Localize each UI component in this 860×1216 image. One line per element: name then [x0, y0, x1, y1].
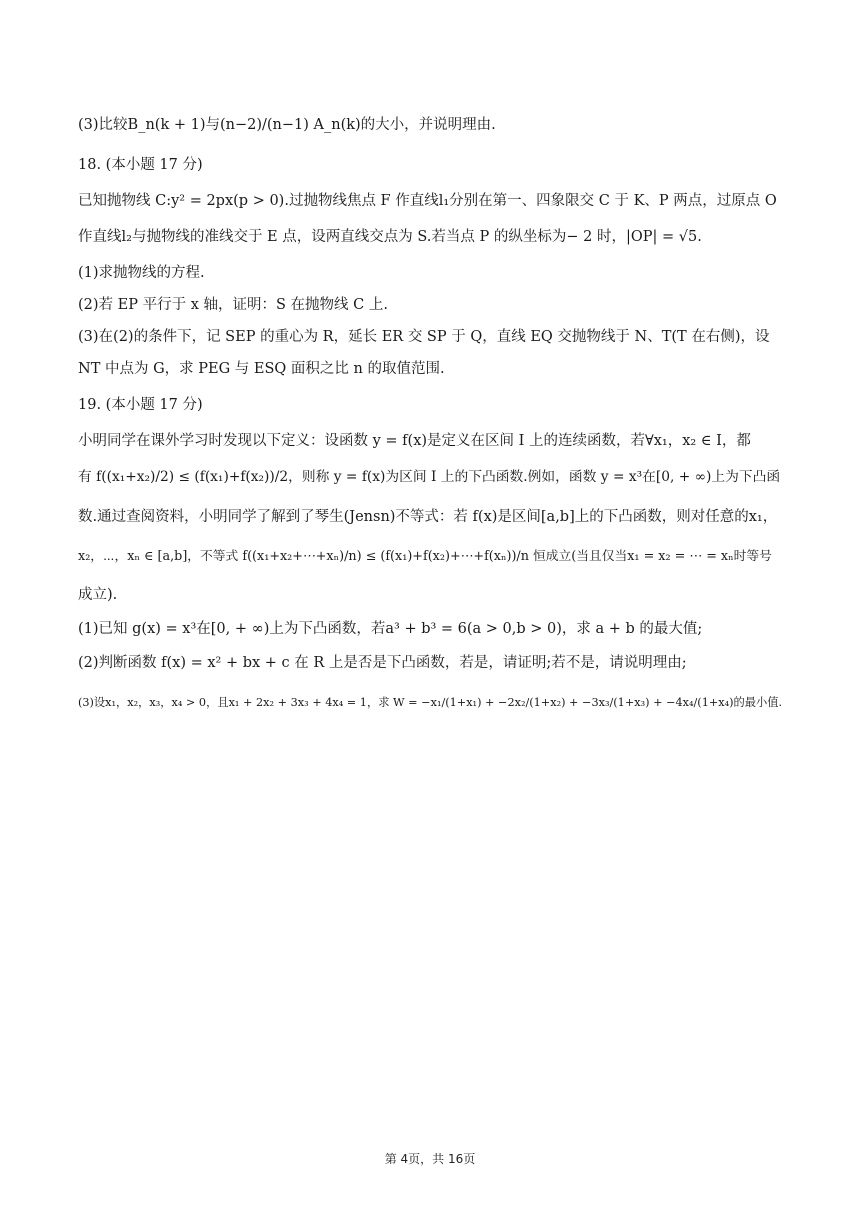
q18-part3-line1: (3)在(2)的条件下，记 SEP 的重心为 R，延长 ER 交 SP 于 Q，直线 EQ 交抛物线于 N、T(T 在右侧)，设 — [78, 329, 770, 345]
q18-heading: 18. (本小题 17 分) — [78, 157, 203, 173]
q19-stem-line5: 成立). — [78, 587, 118, 603]
page-footer: 第 4页，共 16页 — [384, 1152, 476, 1166]
q18-part1: (1)求抛物线的方程. — [78, 265, 205, 281]
q18-stem-line1: 已知抛物线 C:y² = 2px(p > 0).过抛物线焦点 F 作直线l₁分别在第一、四象限交 C 于 K、P 两点，过原点 O — [78, 193, 777, 209]
q19-heading: 19. (本小题 17 分) — [78, 397, 203, 413]
q18-part2: (2)若 EP 平行于 x 轴，证明：S 在抛物线 C 上. — [78, 297, 388, 313]
q19-stem-line4: x₂，⋯，xₙ ∈ [a,b]，不等式 f((x₁+x₂+⋯+xₙ)/n) ≤ (f(x₁)+f(x₂)+⋯+f(xₙ))/n 恒成立(当且仅当x₁ = x₂ = ⋯ = xₙ时等号 — [78, 549, 772, 564]
q19-stem-line3: 数.通过查阅资料，小明同学了解到了琴生(Jensn)不等式：若 f(x)是区间[a,b]上的下凸函数，则对任意的x₁， — [78, 509, 778, 525]
q19-part3: (3)设x₁，x₂，x₃，x₄ > 0，且x₁ + 2x₂ + 3x₃ + 4x₄ = 1，求 W = −x₁/(1+x₁) + −2x₂/(1+x₂) + −3x₃/(1+x₃) + −4x₄/(1+x₄)的最小值. — [78, 696, 783, 709]
q17-part3: (3)比较B_n(k + 1)与(n−2)/(n−1) A_n(k)的大小，并说明理由. — [78, 117, 496, 133]
q19-part1: (1)已知 g(x) = x³在[0, + ∞)上为下凸函数，若a³ + b³ = 6(a > 0,b > 0)，求 a + b 的最大值; — [78, 621, 703, 637]
q19-stem-line1: 小明同学在课外学习时发现以下定义：设函数 y = f(x)是定义在区间 I 上的连续函数，若∀x₁，x₂ ∈ I，都 — [78, 433, 751, 449]
q19-part2: (2)判断函数 f(x) = x² + bx + c 在 R 上是否是下凸函数，若是，请证明;若不是，请说明理由; — [78, 655, 687, 671]
q18-part3-line2: NT 中点为 G，求 PEG 与 ESQ 面积之比 n 的取值范围. — [78, 361, 445, 377]
q18-stem-line2: 作直线l₂与抛物线的准线交于 E 点，设两直线交点为 S.若当点 P 的纵坐标为− 2 时，|OP| = √5. — [78, 229, 702, 245]
q19-stem-line2: 有 f((x₁+x₂)/2) ≤ (f(x₁)+f(x₂))/2，则称 y = f(x)为区间 I 上的下凸函数.例如，函数 y = x³在[0, + ∞)上为下凸函 — [78, 469, 781, 485]
